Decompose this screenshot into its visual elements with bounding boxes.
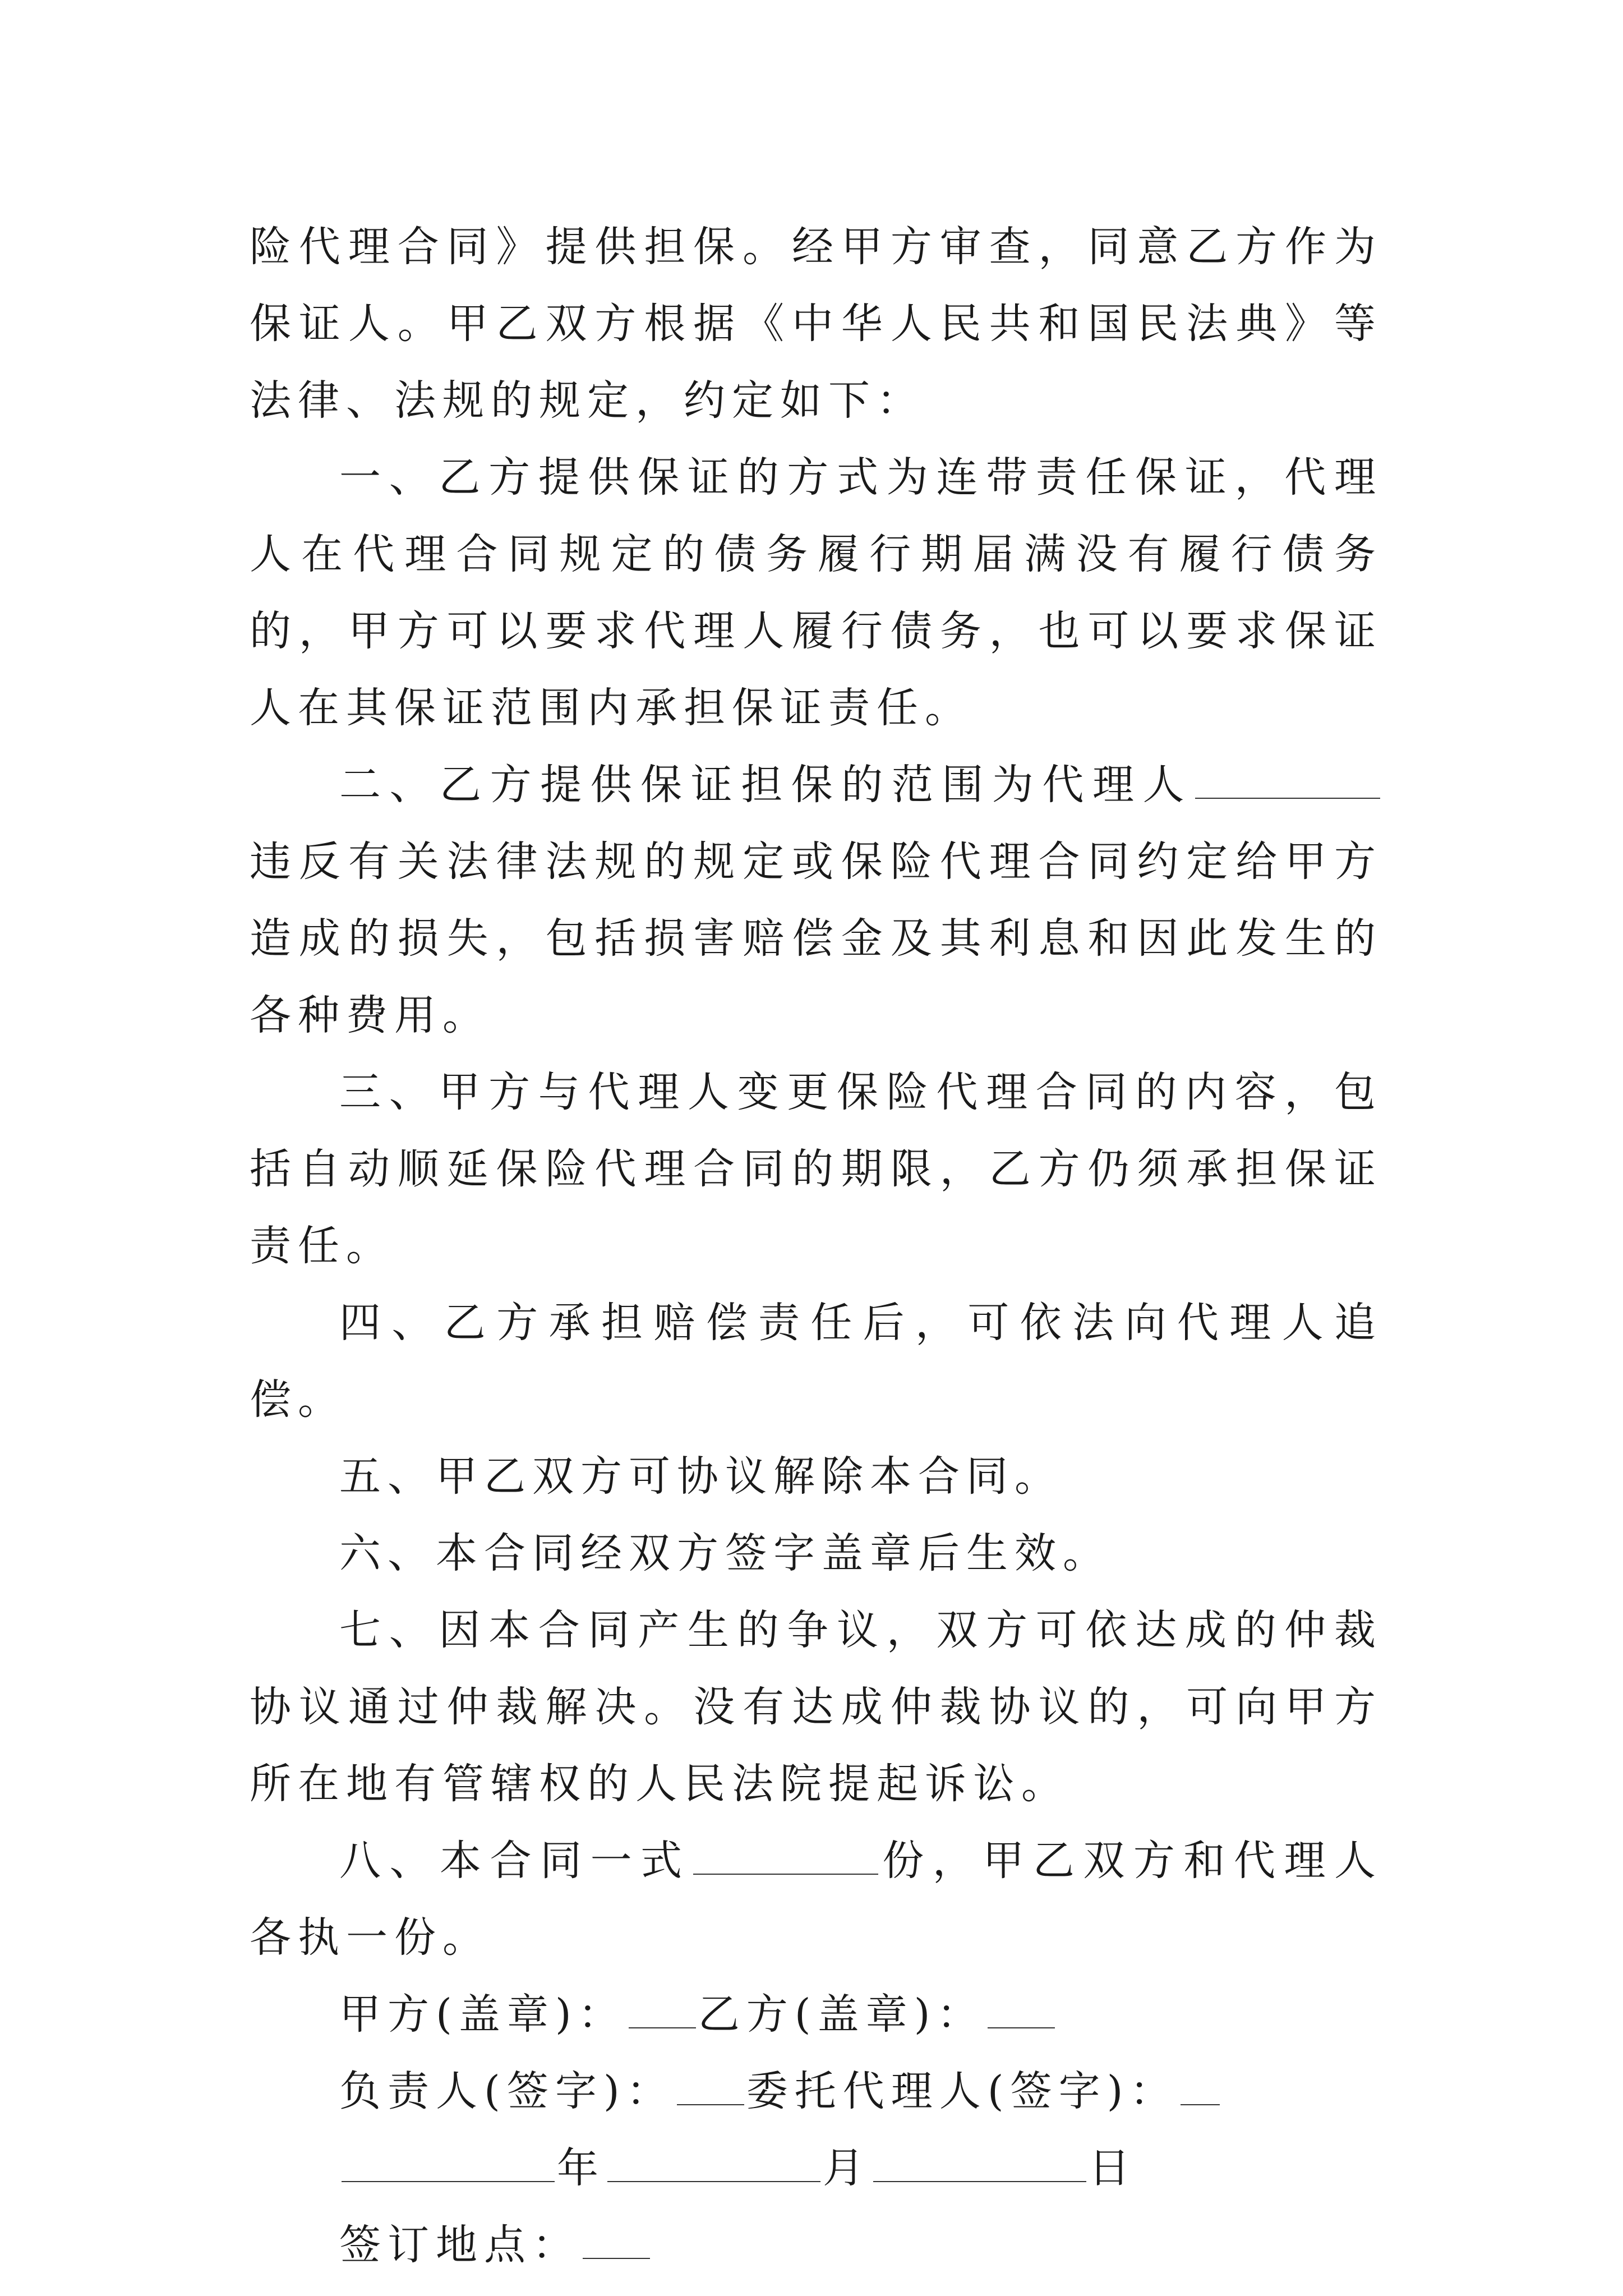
date-line — [250, 2130, 1382, 2207]
clause-8 — [250, 1823, 1382, 1976]
sign-line — [250, 2053, 1382, 2130]
month-label: 月 — [823, 2144, 871, 2192]
clause-7: 七、因本合同产生的争议，双方可依达成的仲裁协议通过仲裁解决。没有达成仲裁协议的，可向甲方所在地有管辖权的人民法院提起诉讼。 — [250, 1606, 1382, 1808]
clause-6: 六、本合同经双方签字盖章后生效。 — [339, 1529, 1111, 1577]
signing-place-label: 签订地点： — [339, 2221, 580, 2269]
clause-3: 三、甲方与代理人变更保险代理合同的内容，包括自动顺延保险代理合同的期限，乙方仍须承担保证责任。 — [250, 1068, 1382, 1270]
party-a-seal-label: 甲方(盖章)： — [339, 1990, 626, 2039]
contract-body — [250, 209, 1382, 2284]
party-a-seal-blank[interactable] — [629, 1994, 696, 2028]
year-blank[interactable] — [342, 2147, 555, 2182]
month-blank[interactable] — [607, 2147, 820, 2182]
seal-line — [250, 1976, 1382, 2053]
clause-2-text-a: 二、乙方提供保证担保的范围为代理人 — [339, 761, 1193, 809]
day-blank[interactable] — [873, 2147, 1086, 2182]
agent-sign-blank[interactable] — [1181, 2070, 1220, 2105]
signing-place-blank[interactable] — [583, 2224, 650, 2259]
responsible-person-blank[interactable] — [677, 2070, 744, 2105]
clause-8-text-b: 份，甲乙双方和代理人各执一份。 — [250, 1837, 1383, 1962]
copies-count-blank[interactable] — [693, 1840, 878, 1875]
party-b-seal-label: 乙方(盖章)： — [698, 1990, 985, 2039]
clause-5: 五、甲乙双方可协议解除本合同。 — [339, 1452, 1063, 1501]
clause-2 — [250, 747, 1382, 1054]
day-label: 日 — [1089, 2144, 1137, 2192]
guarantee-scope-blank[interactable] — [1195, 764, 1380, 799]
place-line — [250, 2207, 1382, 2284]
party-b-seal-blank[interactable] — [988, 1994, 1055, 2028]
clause-1: 一、乙方提供保证的方式为连带责任保证，代理人在代理合同规定的债务履行期届满没有履行债务的，甲方可以要求代理人履行债务，也可以要求保证人在其保证范围内承担保证责任。 — [250, 453, 1382, 732]
intro-paragraph: 险代理合同》提供担保。经甲方审查，同意乙方作为保证人。甲乙双方根据《中华人民共和国民法典》等法律、法规的规定，约定如下： — [250, 223, 1382, 425]
year-label: 年 — [557, 2144, 605, 2192]
agent-sign-label: 委托代理人(签字)： — [746, 2067, 1178, 2115]
clause-8-text-a: 八、本合同一式 — [339, 1837, 691, 1885]
responsible-person-label: 负责人(签字)： — [339, 2067, 675, 2115]
clause-4: 四、乙方承担赔偿责任后，可依法向代理人追偿。 — [250, 1299, 1382, 1424]
clause-2-text-b: 违反有关法律法规的规定或保险代理合同约定给甲方造成的损失，包括损害赔偿金及其利息和因此发生的各种费用。 — [250, 838, 1382, 1039]
